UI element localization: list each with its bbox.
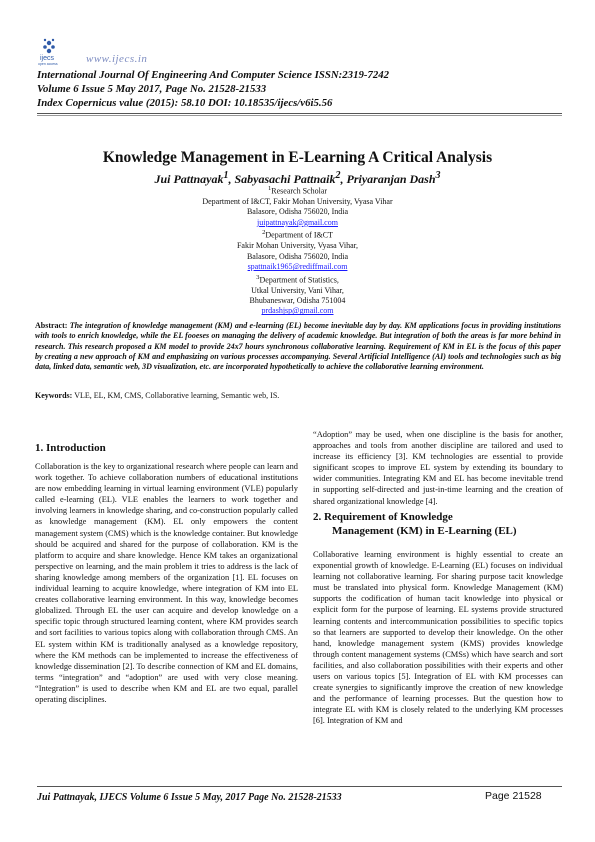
section2-heading (313, 510, 563, 538)
affil-line: Department of Statistics, (259, 275, 339, 285)
abstract-label: Abstract: (35, 321, 68, 330)
logo-text: ijecs (40, 55, 55, 62)
section2-paragraph: Collaborative learning environment is highly essential to create an exponential growth of knowledge. E-Learning (EL) focuses on individual learning not collaborative learning. For sharing purpose tacit knowledge must be translated into physical form. Knowledge Management (KM) supports the codification of human tacit knowledge into physical or explicit form for the purpose of learning. EL systems provide structured learning contents and intercommunication possibilities to specific topics so that learners are supported to develop their knowledge. On the other hand, knowledge management system (KMS) provides knowledge through content management systems (CMSs) which have search and sort facilities, and also collaboration possibilities with their experts and other users on various topics [5]. Integration of EL with KM processes can create synergies to significantly improve the creation of new knowledge and the performance of learning processes. But the question how to integrate EL with KM is closely related to the underlying KM processes [6]. Integration of KM and (313, 550, 563, 726)
section2-body (313, 549, 563, 727)
affil-line: Balasore, Odisha 756020, India (246, 251, 349, 261)
paper-title: Knowledge Management in E-Learning A Critical Analysis (102, 149, 493, 166)
journal-url-link[interactable]: www.ijecs.in (86, 53, 148, 65)
right-column-continuation (313, 429, 563, 507)
author-sup: 1 (223, 170, 229, 181)
email-link[interactable]: spattnaik1965@rediffmail.com (247, 262, 348, 272)
section1-heading: 1. Introduction (35, 442, 106, 454)
abstract-text: The integration of knowledge management (KM) and e-learning (EL) become inevitable day by day. KM applications focus in providing institutions with tools to enrich knowledge, while the EL fooeses on managing the delivery of academic knowledge. But integration of both the areas is far more behind in research. This research proposed a KM model to provide 24x7 hours synchronous collaborative learning. Requirement of KM in EL is the focus of this paper by creating a new approach of KM and emphasizing on various processes accompanying. Several Artificial Intelligence (AI) tools and technologies such as big data, linked data, semantic web, 3D visualization, etc. are incorporated hypothetically to achieve the collaborative learning environment. (35, 321, 562, 372)
page-number: Page 21528 (485, 790, 542, 802)
affil-sup: 2 (262, 229, 266, 237)
affil-sup: 3 (256, 273, 260, 281)
affiliations (0, 184, 595, 317)
footer-divider (37, 786, 562, 787)
section2-heading-line1: 2. Requirement of Knowledge (313, 511, 453, 523)
email-link[interactable]: juipattnayak@gmail.com (257, 217, 338, 227)
section2-heading-line2: Management (KM) in E-Learning (EL) (332, 525, 517, 537)
author-sup: 3 (435, 170, 441, 181)
affil-sup: 1 (267, 185, 272, 192)
section1-paragraph: Collaboration is the key to organizational research where people can learn and work together. To achieve collaboration numbers of educational institutions are now embedding learning in virtual learning environment (VLE) popularly called e-learning (EL). VLE enables the learners to work together and involving learners in knowledge sharing, and co-construction popularly called as knowledge management (KM). EL only empowers the content management system (CMS) which is the knowledge container. But knowledge should be acquired and shared for the purpose of collaboration. KM is the platform to acquire and share knowledge. Hence KM takes an organizational perspective on learning, and the main problem it tries to address is the lack of sharing knowledge among members of the organization [1]. EL focuses on individual learning to acquire knowledge, where integration of KM into EL creates collaborative learning environment. In this way, knowledge becomes globalized. Through EL the user can acquire and develop knowledge on a specific topic through structured learning content, where KM provides search and sort facilities to various topics along with collaboration through CMS. An EL system within KM is traditionally analysed as a knowledge repository, where the KM methods can be implemented to increase the effectiveness of knowledge dissemination [2]. To describe connection of KM and EL domains, terms “integration” and “adoption” are used with very close meaning. “Integration” is used to describe when KM and EL are two equal, parallel operating disciplines. (35, 462, 298, 704)
journal-issn-line: International Journal Of Engineering And Computer Science ISSN:2319-7242 (37, 69, 390, 81)
right-column-paragraph: “Adoption” may be used, when one discipline is the basis for another, approaches and tools from another discipline are tailored and used to increase its efficiency [3]. KM technologies are essential to provide significant scopes to improve EL system by extending its boundary to wider communities. Integrating KM and EL has become inevitable trend in supporting self-directed and just-in-time learning and the creation of shared organizational knowledge [4]. (313, 430, 563, 506)
footer-citation: Jui Pattnayak, IJECS Volume 6 Issue 5 May, 2017 Page No. 21528-21533 (37, 792, 342, 803)
journal-logo (38, 36, 82, 66)
author-name: Sabyasachi Pattnaik (234, 172, 336, 186)
journal-doi-line: Index Copernicus value (2015): 58.10 DOI: 10.18535/ijecs/v6i5.56 (37, 97, 333, 109)
journal-volume-line: Volume 6 Issue 5 May 2017, Page No. 21528-21533 (37, 83, 267, 95)
affil-line: Utkal University, Vani Vihar, (251, 285, 344, 295)
keywords (35, 391, 561, 400)
abstract (35, 321, 561, 372)
affil-line: Department of I&CT, Fakir Mohan University, Vyasa Vihar (202, 197, 393, 207)
header-divider (37, 113, 562, 114)
affil-line: Research Scholar (271, 186, 328, 196)
journal-info (37, 68, 577, 110)
affil-line: Department of I&CT (265, 230, 333, 240)
author-list: Jui Pattnayak$^1$, Sabyasachi Pattnaik$^2$, Priyaranjan Dash$^3$ (154, 170, 441, 186)
author-name: Priyaranjan Dash (346, 172, 436, 186)
author-name: Jui Pattnayak (154, 172, 224, 186)
header-divider-secondary (37, 115, 562, 116)
email-link[interactable]: prdashjsp@gmail.com (261, 306, 334, 316)
section1-body (35, 461, 298, 705)
author-sup: 2 (335, 170, 341, 181)
affil-line: Balasore, Odisha 756020, India (246, 207, 349, 217)
keywords-label: Keywords: (35, 391, 73, 400)
affil-line: Fakir Mohan University, Vyasa Vihar, (236, 241, 359, 251)
logo-subtext: open access (38, 62, 58, 66)
affil-line: Bhubaneswar, Odisha 751004 (249, 296, 346, 306)
keywords-text: VLE, EL, KM, CMS, Collaborative learning, Semantic web, IS. (74, 391, 280, 400)
